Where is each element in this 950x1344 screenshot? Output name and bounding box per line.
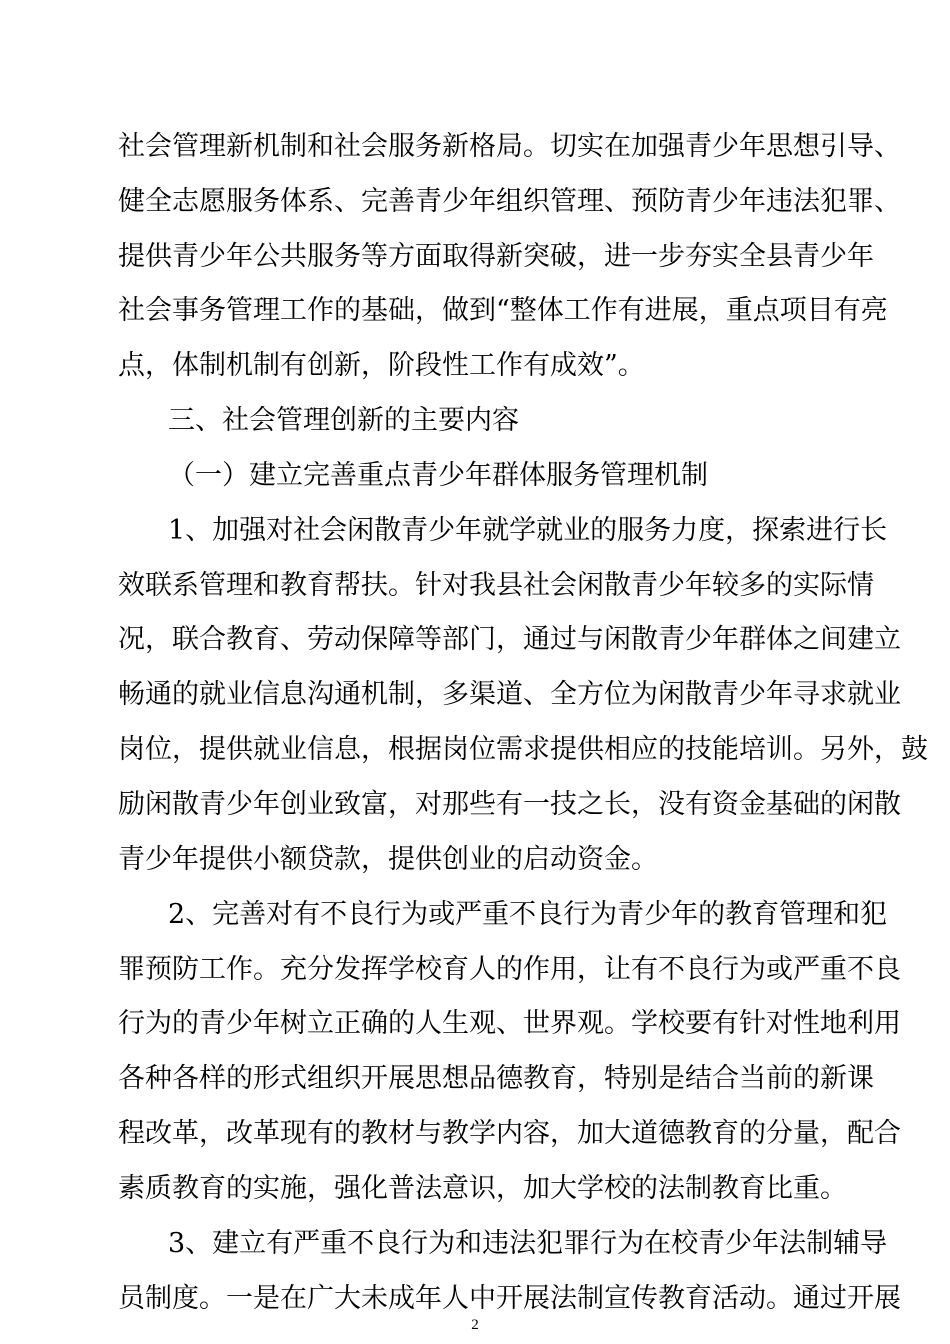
page-number: 2 [471,1317,479,1333]
body-text-line: 青少年提供小额贷款，提供创业的启动资金。 [118,844,658,875]
body-text-line: 罪预防工作。充分发挥学校育人的作用，让有不良行为或严重不良 [118,954,901,985]
body-text-line: 效联系管理和教育帮扶。针对我县社会闲散青少年较多的实际情 [118,570,874,601]
body-text-line: 员制度。一是在广大未成年人中开展法制宣传教育活动。通过开展 [118,1283,901,1314]
paragraph-first-line: 3、建立有严重不良行为和违法犯罪行为在校青少年法制辅导 [168,1228,888,1259]
paragraph-first-line: 1、加强对社会闲散青少年就学就业的服务力度，探索进行长 [168,515,888,546]
body-text-line: 社会事务管理工作的基础，做到“整体工作有进展，重点项目有亮 [118,295,888,326]
body-text-line: 素质教育的实施，强化普法意识，加大学校的法制教育比重。 [118,1173,847,1204]
section-heading: 三、社会管理创新的主要内容 [168,405,519,436]
body-text-line: 程改革，改革现有的教材与教学内容，加大道德教育的分量，配合 [118,1118,901,1149]
paragraph-first-line: 2、完善对有不良行为或严重不良行为青少年的教育管理和犯 [168,899,888,930]
body-text-line: 各种各样的形式组织开展思想品德教育，特别是结合当前的新课 [118,1063,874,1094]
body-text-line: 健全志愿服务体系、完善青少年组织管理、预防青少年违法犯罪、 [118,186,901,217]
body-text-line: 社会管理新机制和社会服务新格局。切实在加强青少年思想引导、 [118,131,901,162]
body-text-line: 岗位，提供就业信息，根据岗位需求提供相应的技能培训。另外，鼓 [118,734,928,765]
body-text-line: 畅通的就业信息沟通机制，多渠道、全方位为闲散青少年寻求就业 [118,679,901,710]
body-text-line: 况，联合教育、劳动保障等部门，通过与闲散青少年群体之间建立 [118,624,901,655]
body-text-line: 行为的青少年树立正确的人生观、世界观。学校要有针对性地利用 [118,1008,901,1039]
body-text-line: 点，体制机制有创新，阶段性工作有成效”。 [118,350,645,381]
subsection-heading: （一）建立完善重点青少年群体服务管理机制 [168,460,708,491]
body-text-line: 励闲散青少年创业致富，对那些有一技之长，没有资金基础的闲散 [118,789,901,820]
body-text-line: 提供青少年公共服务等方面取得新突破，进一步夯实全县青少年 [118,241,874,272]
